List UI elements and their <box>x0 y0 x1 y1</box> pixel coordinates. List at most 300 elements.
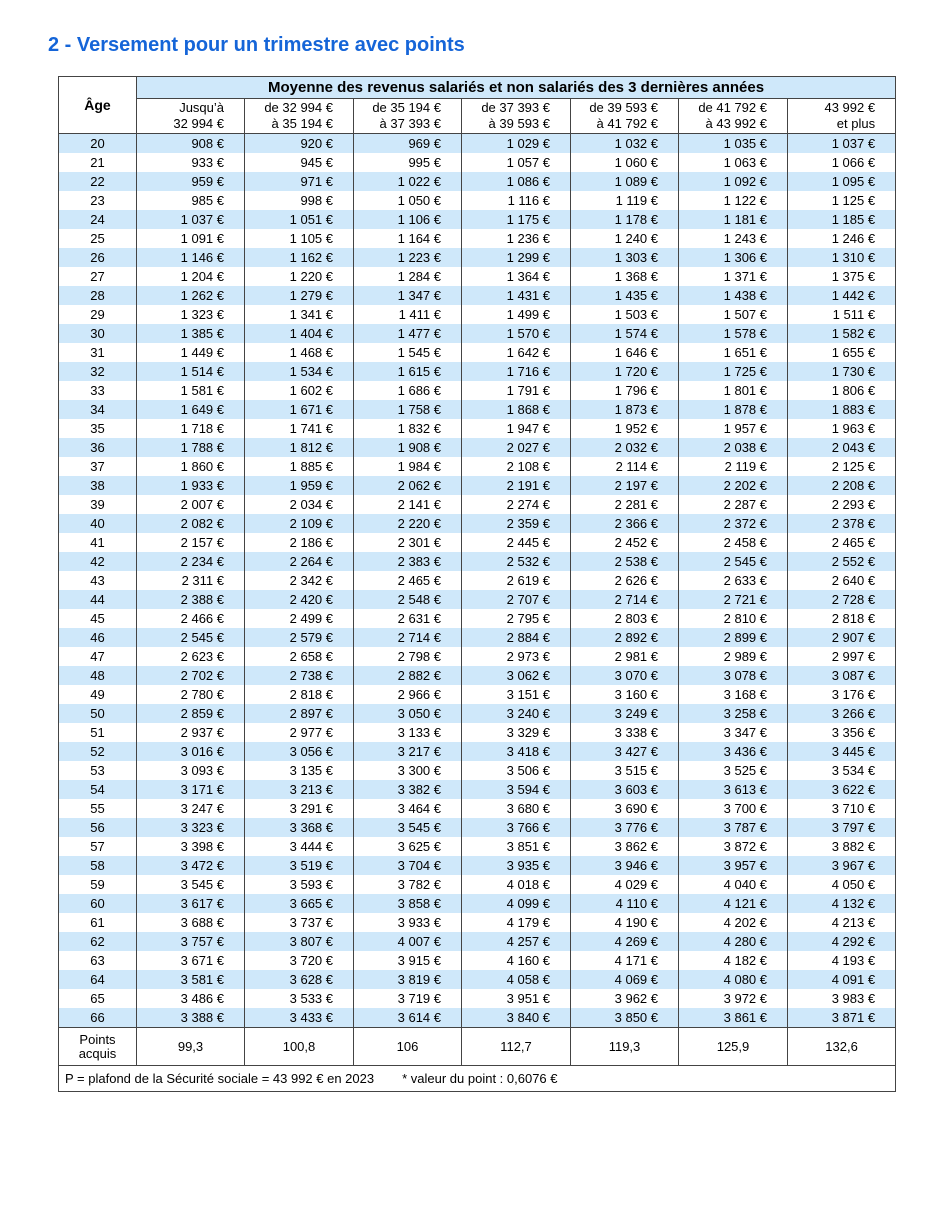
amount-cell: 1 091 € <box>137 229 245 248</box>
amount-cell: 1 375 € <box>788 267 896 286</box>
amount-cell: 2 818 € <box>245 685 354 704</box>
amount-cell: 1 037 € <box>788 134 896 154</box>
amount-cell: 3 445 € <box>788 742 896 761</box>
amount-cell: 3 671 € <box>137 951 245 970</box>
table-row <box>59 533 896 552</box>
amount-cell: 2 027 € <box>462 438 571 457</box>
amount-cell: 1 720 € <box>571 362 679 381</box>
amount-cell: 3 249 € <box>571 704 679 723</box>
column-header <box>462 99 571 134</box>
age-cell: 51 <box>59 723 137 742</box>
amount-cell: 1 499 € <box>462 305 571 324</box>
amount-cell: 1 125 € <box>788 191 896 210</box>
table-body <box>59 134 896 1028</box>
amount-cell: 3 323 € <box>137 818 245 837</box>
amount-cell: 2 293 € <box>788 495 896 514</box>
amount-cell: 3 444 € <box>245 837 354 856</box>
amount-cell: 3 329 € <box>462 723 571 742</box>
amount-cell: 2 623 € <box>137 647 245 666</box>
amount-cell: 1 146 € <box>137 248 245 267</box>
amount-cell: 1 725 € <box>679 362 788 381</box>
table-row <box>59 457 896 476</box>
amount-cell: 1 534 € <box>245 362 354 381</box>
amount-cell: 3 525 € <box>679 761 788 780</box>
age-cell: 66 <box>59 1008 137 1028</box>
amount-cell: 4 099 € <box>462 894 571 913</box>
amount-cell: 1 868 € <box>462 400 571 419</box>
amount-cell: 908 € <box>137 134 245 154</box>
footnote <box>59 1066 896 1092</box>
amount-cell: 1 037 € <box>137 210 245 229</box>
amount-cell: 971 € <box>245 172 354 191</box>
column-header-line2: à 39 593 € <box>488 116 550 131</box>
amount-cell: 3 797 € <box>788 818 896 837</box>
column-header-line2: à 43 992 € <box>705 116 767 131</box>
amount-cell: 2 538 € <box>571 552 679 571</box>
amount-cell: 3 093 € <box>137 761 245 780</box>
amount-cell: 4 080 € <box>679 970 788 989</box>
table-row <box>59 818 896 837</box>
amount-cell: 1 671 € <box>245 400 354 419</box>
column-header-line1: 43 992 € <box>824 100 876 115</box>
amount-cell: 3 690 € <box>571 799 679 818</box>
amount-cell: 2 810 € <box>679 609 788 628</box>
amount-cell: 4 069 € <box>571 970 679 989</box>
amount-cell: 1 204 € <box>137 267 245 286</box>
amount-cell: 1 029 € <box>462 134 571 154</box>
amount-cell: 3 135 € <box>245 761 354 780</box>
column-header-line1: de 37 393 € <box>481 100 550 115</box>
amount-cell: 3 787 € <box>679 818 788 837</box>
amount-cell: 3 983 € <box>788 989 896 1008</box>
table-row <box>59 286 896 305</box>
amount-cell: 1 959 € <box>245 476 354 495</box>
amount-cell: 2 191 € <box>462 476 571 495</box>
amount-cell: 1 933 € <box>137 476 245 495</box>
table-row <box>59 172 896 191</box>
amount-cell: 4 182 € <box>679 951 788 970</box>
column-header-line2: à 37 393 € <box>379 116 441 131</box>
amount-cell: 3 356 € <box>788 723 896 742</box>
amount-cell: 1 503 € <box>571 305 679 324</box>
amount-cell: 1 477 € <box>354 324 462 343</box>
amount-cell: 3 168 € <box>679 685 788 704</box>
amount-cell: 3 472 € <box>137 856 245 875</box>
amount-cell: 1 092 € <box>679 172 788 191</box>
table-row <box>59 381 896 400</box>
column-header-line2: à 35 194 € <box>271 116 333 131</box>
table-row <box>59 628 896 647</box>
points-cell: 100,8 <box>245 1028 354 1066</box>
amount-cell: 3 247 € <box>137 799 245 818</box>
amount-cell: 2 981 € <box>571 647 679 666</box>
amount-cell: 2 141 € <box>354 495 462 514</box>
amount-cell: 1 545 € <box>354 343 462 362</box>
amount-cell: 995 € <box>354 153 462 172</box>
amount-cell: 4 121 € <box>679 894 788 913</box>
amount-cell: 2 818 € <box>788 609 896 628</box>
amount-cell: 2 082 € <box>137 514 245 533</box>
amount-cell: 1 581 € <box>137 381 245 400</box>
amount-cell: 1 385 € <box>137 324 245 343</box>
amount-cell: 3 594 € <box>462 780 571 799</box>
amount-cell: 3 151 € <box>462 685 571 704</box>
age-cell: 52 <box>59 742 137 761</box>
table-row <box>59 609 896 628</box>
table-row <box>59 495 896 514</box>
amount-cell: 1 032 € <box>571 134 679 154</box>
amount-cell: 1 175 € <box>462 210 571 229</box>
age-cell: 53 <box>59 761 137 780</box>
age-cell: 33 <box>59 381 137 400</box>
column-header-line1: Jusqu’à <box>179 100 224 115</box>
amount-cell: 1 908 € <box>354 438 462 457</box>
amount-cell: 1 299 € <box>462 248 571 267</box>
amount-cell: 2 966 € <box>354 685 462 704</box>
table-row <box>59 476 896 495</box>
age-cell: 42 <box>59 552 137 571</box>
amount-cell: 1 022 € <box>354 172 462 191</box>
age-cell: 61 <box>59 913 137 932</box>
amount-cell: 1 578 € <box>679 324 788 343</box>
table-row <box>59 1008 896 1028</box>
amount-cell: 959 € <box>137 172 245 191</box>
amount-cell: 3 050 € <box>354 704 462 723</box>
amount-cell: 2 795 € <box>462 609 571 628</box>
amount-cell: 1 116 € <box>462 191 571 210</box>
amount-cell: 4 018 € <box>462 875 571 894</box>
amount-cell: 1 051 € <box>245 210 354 229</box>
amount-cell: 2 633 € <box>679 571 788 590</box>
amount-cell: 3 972 € <box>679 989 788 1008</box>
amount-cell: 3 300 € <box>354 761 462 780</box>
amount-cell: 3 851 € <box>462 837 571 856</box>
table-row <box>59 932 896 951</box>
table-row <box>59 761 896 780</box>
amount-cell: 2 186 € <box>245 533 354 552</box>
amount-cell: 2 882 € <box>354 666 462 685</box>
amount-cell: 1 181 € <box>679 210 788 229</box>
points-cell: 132,6 <box>788 1028 896 1066</box>
amount-cell: 3 665 € <box>245 894 354 913</box>
amount-cell: 2 125 € <box>788 457 896 476</box>
amount-cell: 1 646 € <box>571 343 679 362</box>
table-row <box>59 362 896 381</box>
amount-cell: 2 197 € <box>571 476 679 495</box>
age-cell: 20 <box>59 134 137 154</box>
amount-cell: 1 185 € <box>788 210 896 229</box>
amount-cell: 1 741 € <box>245 419 354 438</box>
amount-cell: 3 519 € <box>245 856 354 875</box>
table-row <box>59 343 896 362</box>
amount-cell: 3 427 € <box>571 742 679 761</box>
amount-cell: 3 614 € <box>354 1008 462 1028</box>
amount-cell: 2 281 € <box>571 495 679 514</box>
amount-cell: 2 043 € <box>788 438 896 457</box>
amount-cell: 3 704 € <box>354 856 462 875</box>
amount-cell: 1 718 € <box>137 419 245 438</box>
amount-cell: 1 642 € <box>462 343 571 362</box>
amount-cell: 2 452 € <box>571 533 679 552</box>
amount-cell: 2 897 € <box>245 704 354 723</box>
age-cell: 26 <box>59 248 137 267</box>
amount-cell: 2 359 € <box>462 514 571 533</box>
amount-cell: 3 946 € <box>571 856 679 875</box>
amount-cell: 985 € <box>137 191 245 210</box>
amount-cell: 3 087 € <box>788 666 896 685</box>
amount-cell: 2 108 € <box>462 457 571 476</box>
amount-cell: 2 702 € <box>137 666 245 685</box>
table-row <box>59 267 896 286</box>
amount-cell: 3 217 € <box>354 742 462 761</box>
amount-cell: 1 178 € <box>571 210 679 229</box>
amount-cell: 3 398 € <box>137 837 245 856</box>
table-row <box>59 742 896 761</box>
amount-cell: 1 371 € <box>679 267 788 286</box>
amount-cell: 1 801 € <box>679 381 788 400</box>
age-cell: 60 <box>59 894 137 913</box>
table-row <box>59 552 896 571</box>
table-row <box>59 894 896 913</box>
age-cell: 59 <box>59 875 137 894</box>
amount-cell: 3 951 € <box>462 989 571 1008</box>
amount-cell: 2 366 € <box>571 514 679 533</box>
amount-cell: 2 728 € <box>788 590 896 609</box>
age-cell: 23 <box>59 191 137 210</box>
amount-cell: 1 957 € <box>679 419 788 438</box>
amount-cell: 969 € <box>354 134 462 154</box>
amount-cell: 4 091 € <box>788 970 896 989</box>
amount-cell: 3 133 € <box>354 723 462 742</box>
amount-cell: 4 058 € <box>462 970 571 989</box>
amount-cell: 1 164 € <box>354 229 462 248</box>
table-row <box>59 856 896 875</box>
amount-cell: 2 274 € <box>462 495 571 514</box>
column-header <box>354 99 462 134</box>
age-cell: 21 <box>59 153 137 172</box>
column-header <box>245 99 354 134</box>
amount-cell: 3 291 € <box>245 799 354 818</box>
age-cell: 46 <box>59 628 137 647</box>
amount-cell: 1 952 € <box>571 419 679 438</box>
column-header-row <box>59 99 896 134</box>
amount-cell: 4 269 € <box>571 932 679 951</box>
age-cell: 57 <box>59 837 137 856</box>
table-row <box>59 799 896 818</box>
amount-cell: 4 213 € <box>788 913 896 932</box>
amount-cell: 1 323 € <box>137 305 245 324</box>
age-cell: 56 <box>59 818 137 837</box>
amount-cell: 3 160 € <box>571 685 679 704</box>
points-cell: 112,7 <box>462 1028 571 1066</box>
amount-cell: 1 050 € <box>354 191 462 210</box>
age-cell: 29 <box>59 305 137 324</box>
amount-cell: 3 418 € <box>462 742 571 761</box>
amount-cell: 3 720 € <box>245 951 354 970</box>
amount-cell: 4 257 € <box>462 932 571 951</box>
amount-cell: 1 449 € <box>137 343 245 362</box>
amount-cell: 2 234 € <box>137 552 245 571</box>
amount-cell: 3 062 € <box>462 666 571 685</box>
amount-cell: 2 388 € <box>137 590 245 609</box>
amount-cell: 2 383 € <box>354 552 462 571</box>
amount-cell: 1 095 € <box>788 172 896 191</box>
amount-cell: 3 078 € <box>679 666 788 685</box>
amount-cell: 3 807 € <box>245 932 354 951</box>
age-cell: 47 <box>59 647 137 666</box>
age-cell: 63 <box>59 951 137 970</box>
amount-cell: 4 160 € <box>462 951 571 970</box>
age-cell: 24 <box>59 210 137 229</box>
amount-cell: 3 070 € <box>571 666 679 685</box>
column-header <box>679 99 788 134</box>
amount-cell: 2 034 € <box>245 495 354 514</box>
page-title: 2 - Versement pour un trimestre avec points <box>48 34 465 56</box>
amount-cell: 1 306 € <box>679 248 788 267</box>
age-cell: 55 <box>59 799 137 818</box>
amount-cell: 3 433 € <box>245 1008 354 1028</box>
amount-cell: 1 758 € <box>354 400 462 419</box>
table-row <box>59 400 896 419</box>
amount-cell: 3 534 € <box>788 761 896 780</box>
amount-cell: 1 240 € <box>571 229 679 248</box>
age-cell: 38 <box>59 476 137 495</box>
amount-cell: 1 236 € <box>462 229 571 248</box>
amount-cell: 3 213 € <box>245 780 354 799</box>
table-row <box>59 989 896 1008</box>
amount-cell: 1 511 € <box>788 305 896 324</box>
amount-cell: 2 062 € <box>354 476 462 495</box>
amount-cell: 3 622 € <box>788 780 896 799</box>
amount-cell: 1 947 € <box>462 419 571 438</box>
age-cell: 50 <box>59 704 137 723</box>
amount-cell: 1 246 € <box>788 229 896 248</box>
amount-cell: 2 803 € <box>571 609 679 628</box>
amount-cell: 2 631 € <box>354 609 462 628</box>
points-cell: 99,3 <box>137 1028 245 1066</box>
amount-cell: 3 464 € <box>354 799 462 818</box>
amount-cell: 2 114 € <box>571 457 679 476</box>
amount-cell: 2 545 € <box>679 552 788 571</box>
amount-cell: 1 435 € <box>571 286 679 305</box>
table-row <box>59 970 896 989</box>
amount-cell: 3 258 € <box>679 704 788 723</box>
amount-cell: 3 882 € <box>788 837 896 856</box>
amount-cell: 1 243 € <box>679 229 788 248</box>
amount-cell: 3 593 € <box>245 875 354 894</box>
amount-cell: 2 658 € <box>245 647 354 666</box>
amount-cell: 1 883 € <box>788 400 896 419</box>
amount-cell: 2 714 € <box>354 628 462 647</box>
age-cell: 39 <box>59 495 137 514</box>
amount-cell: 2 119 € <box>679 457 788 476</box>
amount-cell: 2 973 € <box>462 647 571 666</box>
amount-cell: 2 465 € <box>788 533 896 552</box>
amount-cell: 1 514 € <box>137 362 245 381</box>
amount-cell: 2 532 € <box>462 552 571 571</box>
amount-cell: 2 202 € <box>679 476 788 495</box>
age-cell: 37 <box>59 457 137 476</box>
amount-cell: 2 899 € <box>679 628 788 647</box>
amount-cell: 3 382 € <box>354 780 462 799</box>
amount-cell: 1 806 € <box>788 381 896 400</box>
amount-cell: 1 279 € <box>245 286 354 305</box>
table-row <box>59 837 896 856</box>
amount-cell: 1 442 € <box>788 286 896 305</box>
age-cell: 28 <box>59 286 137 305</box>
amount-cell: 3 486 € <box>137 989 245 1008</box>
amount-cell: 3 545 € <box>354 818 462 837</box>
amount-cell: 2 937 € <box>137 723 245 742</box>
amount-cell: 4 190 € <box>571 913 679 932</box>
amount-cell: 2 032 € <box>571 438 679 457</box>
table-row <box>59 229 896 248</box>
table-row <box>59 153 896 172</box>
table-row <box>59 191 896 210</box>
amount-cell: 1 063 € <box>679 153 788 172</box>
amount-cell: 3 240 € <box>462 704 571 723</box>
amount-cell: 1 310 € <box>788 248 896 267</box>
amount-cell: 1 223 € <box>354 248 462 267</box>
amount-cell: 3 766 € <box>462 818 571 837</box>
amount-cell: 1 066 € <box>788 153 896 172</box>
table-row <box>59 571 896 590</box>
amount-cell: 3 933 € <box>354 913 462 932</box>
age-cell: 25 <box>59 229 137 248</box>
amount-cell: 2 466 € <box>137 609 245 628</box>
amount-cell: 1 341 € <box>245 305 354 324</box>
amount-cell: 2 458 € <box>679 533 788 552</box>
age-cell: 48 <box>59 666 137 685</box>
amount-cell: 2 301 € <box>354 533 462 552</box>
amount-cell: 3 628 € <box>245 970 354 989</box>
column-header <box>571 99 679 134</box>
age-cell: 34 <box>59 400 137 419</box>
amount-cell: 3 782 € <box>354 875 462 894</box>
amount-cell: 1 796 € <box>571 381 679 400</box>
table-row <box>59 590 896 609</box>
age-cell: 58 <box>59 856 137 875</box>
amount-cell: 2 378 € <box>788 514 896 533</box>
points-label <box>59 1028 137 1066</box>
amount-cell: 4 202 € <box>679 913 788 932</box>
amount-cell: 2 859 € <box>137 704 245 723</box>
amount-cell: 1 364 € <box>462 267 571 286</box>
amount-cell: 4 280 € <box>679 932 788 951</box>
amount-cell: 4 110 € <box>571 894 679 913</box>
amount-cell: 3 819 € <box>354 970 462 989</box>
amount-cell: 4 193 € <box>788 951 896 970</box>
amount-cell: 3 613 € <box>679 780 788 799</box>
amount-cell: 2 372 € <box>679 514 788 533</box>
amount-cell: 1 122 € <box>679 191 788 210</box>
amount-cell: 3 776 € <box>571 818 679 837</box>
points-label-line2: acquis <box>78 1045 117 1061</box>
amount-cell: 1 788 € <box>137 438 245 457</box>
table-row <box>59 419 896 438</box>
amount-cell: 1 162 € <box>245 248 354 267</box>
amount-cell: 3 862 € <box>571 837 679 856</box>
amount-cell: 1 885 € <box>245 457 354 476</box>
table-row <box>59 514 896 533</box>
amount-cell: 1 582 € <box>788 324 896 343</box>
amount-cell: 2 445 € <box>462 533 571 552</box>
amount-cell: 2 579 € <box>245 628 354 647</box>
table-row <box>59 685 896 704</box>
amount-cell: 3 962 € <box>571 989 679 1008</box>
amount-cell: 3 436 € <box>679 742 788 761</box>
column-header-line2: et plus <box>836 116 876 131</box>
